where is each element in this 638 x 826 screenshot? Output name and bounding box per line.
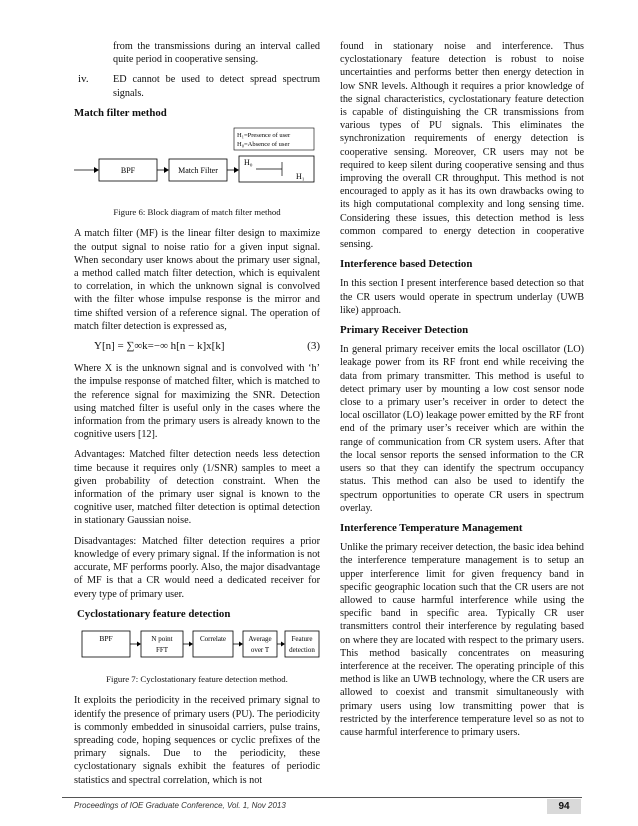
arrow-icon	[189, 641, 193, 646]
arrow-icon	[137, 641, 141, 646]
correlate-label: Correlate	[199, 634, 227, 643]
continuation-text: from the transmissions during an interval called quite period in cooperative sensing.	[113, 41, 320, 66]
fft-label-2: FFT	[155, 645, 169, 654]
figure-6-caption: Figure 6: Block diagram of match filter method	[113, 207, 281, 218]
feature-label-1: Feature	[291, 634, 313, 643]
legend-presence: H₁=Presence of user	[237, 132, 291, 140]
left-column	[74, 40, 320, 794]
arrow-icon	[234, 167, 239, 173]
bpf-label: BPF	[120, 166, 136, 176]
arrow-icon	[281, 641, 285, 646]
input-arrow-icon	[94, 167, 99, 173]
paragraph-disadvantages: Disadvantages: Matched filter detection requires a prior knowledge of every primary signal. If the information is not accurate, MF performs poorly. Also, the major disadvantage of MF is that a CR would need a dedicated receiver for every type of primary user.	[74, 535, 320, 600]
h0-label: H₀	[244, 158, 253, 168]
paragraph-primary-receiver: In general primary receiver emits the local oscillator (LO) leakage power from its RF front end while receiving the data from primary transmitter. This method is useful to detect primary user by mounting a low cost sensor node close to a primary user’s receiver in order to detect the local oscillator (LO) leakage power emitted by the RF front end of the primary user’s receiver which are within the range of communication from CR system users. After that the local sensor reports the sensed information to the CR users so that they can identify the spectrum occupancy status. This method can also be used to identify the spectrum opportunities to operate CR users in spectrum overlay.	[340, 344, 584, 514]
paragraph-cyclo-continued: found in stationary noise and interference. Thus cyclostationary feature detection is robust to noise uncertainties and performs better then energy detection in low SNR levels. Although it requires a prior knowledge of the signal characteristics, cyclostationary feature detection is capable of distinguishing the CR transmissions from various types of PU signals. This eliminates the synchronization requirements of energy detection is cooperative sensing. Moreover, CR users may not be required to keep silent during cooperative sensing and thus improving the overall CR throughput. This method is not encouraged to apply as it has its own drawbacks owing to its high computational complexity and long sensing time. Considering these issues, this detection method is less common compared to energy detection in cooperative sensing.	[340, 41, 584, 251]
equation-number: (3)	[307, 340, 320, 353]
feature-label-2: detection	[289, 645, 315, 654]
list-item-text: ED cannot be used to detect spread spectrum signals.	[113, 74, 320, 99]
arrow-icon	[239, 641, 243, 646]
heading-match-filter: Match filter method	[74, 106, 167, 119]
paragraph-cyclostationary: It exploits the periodicity in the received primary signal to identify the presence of primary users (PU). The periodicity is commonly embedded in sinusoidal carriers, pulse trains, spreading code, hoping sequences or cyclic prefixes of the primary signals. Due to the periodicity, these cyclostationary signals exhibit the features of periodic statistics and spectral correlation, which is not	[74, 695, 320, 786]
right-column	[340, 40, 584, 746]
equation-3	[74, 340, 320, 353]
heading-cyclostationary: Cyclostationary feature detection	[77, 607, 231, 620]
figure-6	[74, 126, 320, 200]
figure-7-caption: Figure 7: Cyclostationary feature detection method.	[106, 674, 288, 685]
footer-text: Proceedings of IOE Graduate Conference, Vol. 1, Nov 2013	[74, 801, 286, 810]
fft-label-1: N point	[151, 634, 173, 643]
arrow-icon	[164, 167, 169, 173]
h1-label: H₁	[296, 172, 305, 182]
cyclostationary-block-diagram	[74, 627, 320, 663]
average-label-1: Average	[248, 634, 272, 643]
average-label-2: over T	[250, 645, 270, 654]
equation-text: Y[n] = ∑∞k=−∞ h[n − k]x[k]	[94, 340, 225, 353]
page-number: 94	[547, 799, 581, 814]
heading-interference-temperature: Interference Temperature Management	[340, 521, 523, 534]
list-item-number: iv.	[78, 73, 89, 86]
paragraph-interference-detection: In this section I present interference based detection so that the CR users would operate in spectrum underlay (UWB like) approach.	[340, 278, 584, 316]
heading-interference-detection: Interference based Detection	[340, 258, 473, 271]
legend-absence: H₀=Absence of user	[237, 141, 290, 149]
paragraph-advantages: Advantages: Matched filter detection needs less detection time because it requires only (1/SNR) samples to meet a given probability of detection constraint. When the information of the primary user signal is known to the cognitive user, matched filter detection is optimal detection in stationary Gaussian noise.	[74, 449, 320, 527]
paragraph-match-filter: A match filter (MF) is the linear filter design to maximize the output signal to noise ratio for a given input signal. When secondary user knows about the primary user signal, a method called match filter detection, which is equivalent to correlation, in which the unknown signal is convolved with the filter whose impulse response is the mirror and time shifted version of a reference signal. The operation of match filter detection is expressed as,	[74, 228, 320, 332]
heading-primary-receiver: Primary Receiver Detection	[340, 324, 469, 337]
bpf-label: BPF	[99, 633, 113, 643]
match-filter-block-diagram	[74, 126, 320, 196]
match-filter-label: Match Filter	[178, 166, 218, 176]
list-item-iv	[74, 73, 320, 99]
paragraph-interference-temperature: Unlike the primary receiver detection, the basic idea behind the interference temperature management is to setup an upper interference limit for given frequency band in specific geographic location such that the CR users are not allowed to cause harmful interference while using the specific band in specific area. Typically CR user transmitters control their interference by regulating based on where they are located with respect to the primary users. This method basically concentrates on measuring interference at the receiver. The operating principle of this method is like an UWB technology, where the CR users are allowed to coexist and transmit simultaneously with primary users using low transmitting power that is restricted by the interference temperature level so as not to cause harmful interference to primary users.	[340, 542, 584, 738]
paragraph-where: Where X is the unknown signal and is convolved with ‘h’ the impulse response of matched filter, which is matched to the reference signal for maximizing the SNR. Detection using matched filter is useful only in the cases where the information from the primary users is already known to the cognitive users [12].	[74, 363, 320, 441]
figure-7	[74, 627, 320, 667]
footer-divider	[62, 797, 582, 798]
